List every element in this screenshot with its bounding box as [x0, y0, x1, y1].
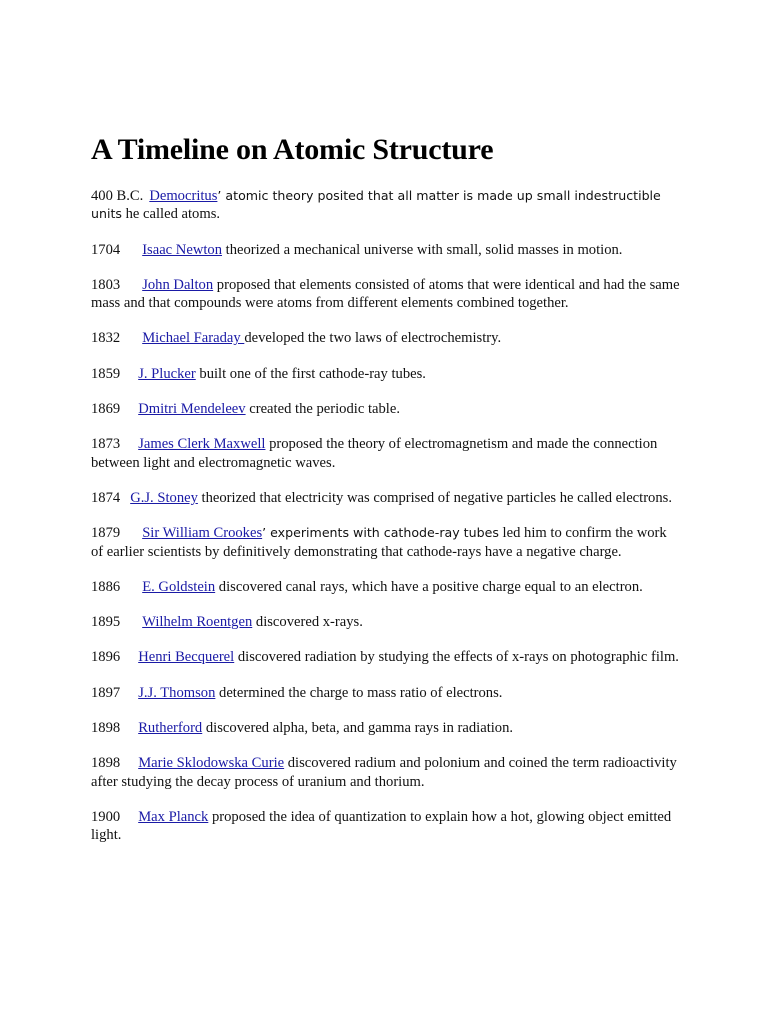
entry-year: 1895 — [91, 614, 121, 631]
entry-text: discovered alpha, beta, and gamma rays in radiation. — [202, 720, 514, 737]
timeline-entry — [91, 719, 681, 737]
entry-text-styled: ’ experiments with cathode-ray tubes — [262, 525, 499, 541]
scientist-link[interactable]: John Dalton — [142, 276, 214, 293]
timeline-entry — [91, 276, 681, 313]
entry-year: 1803 — [91, 276, 121, 293]
entry-year: 1897 — [91, 684, 121, 701]
timeline-entry — [91, 754, 681, 791]
timeline-entry — [91, 808, 681, 845]
scientist-link[interactable]: Dmitri Mendeleev — [138, 401, 246, 418]
entry-text: created the periodic table. — [245, 401, 400, 418]
entry-year: 1874 — [91, 489, 121, 506]
timeline-entry — [91, 400, 681, 418]
entry-text: theorized a mechanical universe with small, solid masses in motion. — [222, 241, 623, 258]
entry-year: 1859 — [91, 365, 121, 382]
scientist-link[interactable]: Max Planck — [138, 808, 209, 825]
timeline-entry — [91, 329, 681, 347]
entry-text: developed the two laws of electrochemistry. — [244, 330, 502, 347]
entry-text: proposed that elements consisted of atoms that were identical and had the same mass and that compounds were atoms from different elements combined together. — [91, 276, 680, 312]
entry-year: 1886 — [91, 578, 121, 595]
entry-text: determined the charge to mass ratio of electrons. — [215, 684, 503, 701]
entry-text: discovered x-rays. — [252, 614, 363, 631]
entry-year: 1900 — [91, 808, 121, 825]
entry-text-styled: ’ atomic theory posited that all matter is made up small indestructible units — [91, 188, 661, 222]
entry-text: theorized that electricity was comprised of negative particles he called electrons. — [197, 489, 672, 506]
entry-year: 1869 — [91, 401, 121, 418]
timeline-entry — [91, 241, 681, 259]
page-title: A Timeline on Atomic Structure — [91, 133, 494, 166]
entry-year: 1898 — [91, 720, 121, 737]
scientist-link[interactable]: James Clerk Maxwell — [138, 436, 266, 453]
entry-year: 400 B.C. — [91, 188, 144, 204]
entry-text: built one of the first cathode-ray tubes. — [195, 365, 426, 382]
entry-text: discovered radium and polonium and coined the term radioactivity after studying the decay process of uranium and thorium. — [91, 755, 677, 790]
timeline-entry — [91, 684, 681, 702]
timeline-entry — [91, 489, 681, 507]
scientist-link[interactable]: Marie Sklodowska Curie — [138, 755, 285, 772]
timeline-entry — [91, 524, 681, 561]
timeline-entry — [91, 648, 681, 666]
timeline-entry — [91, 365, 681, 383]
timeline-entry — [91, 187, 681, 224]
scientist-link[interactable]: Isaac Newton — [142, 241, 223, 258]
timeline-entry — [91, 613, 681, 631]
timeline-entry — [91, 578, 681, 596]
entry-year: 1896 — [91, 649, 121, 666]
scientist-link[interactable]: G.J. Stoney — [130, 489, 198, 506]
scientist-link[interactable]: Henri Becquerel — [138, 649, 235, 666]
entry-text: discovered radiation by studying the effects of x-rays on photographic film. — [234, 649, 679, 666]
entry-text: proposed the idea of quantization to explain how a hot, glowing object emitted light. — [91, 808, 672, 844]
timeline-list — [91, 187, 681, 845]
entry-text: proposed the theory of electromagnetism and made the connection between light and electromagnetic waves. — [91, 436, 658, 471]
scientist-link[interactable]: E. Goldstein — [142, 578, 216, 595]
scientist-link[interactable]: Wilhelm Roentgen — [142, 614, 253, 631]
entry-text: discovered canal rays, which have a positive charge equal to an electron. — [215, 578, 643, 595]
scientist-link[interactable]: Democritus — [149, 188, 218, 204]
entry-year: 1879 — [91, 525, 121, 542]
document-page — [91, 132, 681, 862]
scientist-link[interactable]: Sir William Crookes — [142, 525, 263, 542]
entry-year: 1704 — [91, 241, 121, 258]
scientist-link[interactable]: Rutherford — [138, 720, 203, 737]
entry-year: 1873 — [91, 436, 121, 453]
scientist-link[interactable]: J. Plucker — [138, 365, 196, 382]
scientist-link[interactable]: J.J. Thomson — [138, 684, 216, 701]
entry-text: led him to confirm the work of earlier scientists by definitively demonstrating that cathode-rays have a negative charge. — [91, 525, 667, 560]
timeline-entry — [91, 435, 681, 472]
entry-year: 1898 — [91, 755, 121, 772]
entry-text: he called atoms. — [121, 206, 221, 223]
entry-year: 1832 — [91, 330, 121, 347]
scientist-link[interactable]: Michael Faraday — [142, 330, 245, 347]
